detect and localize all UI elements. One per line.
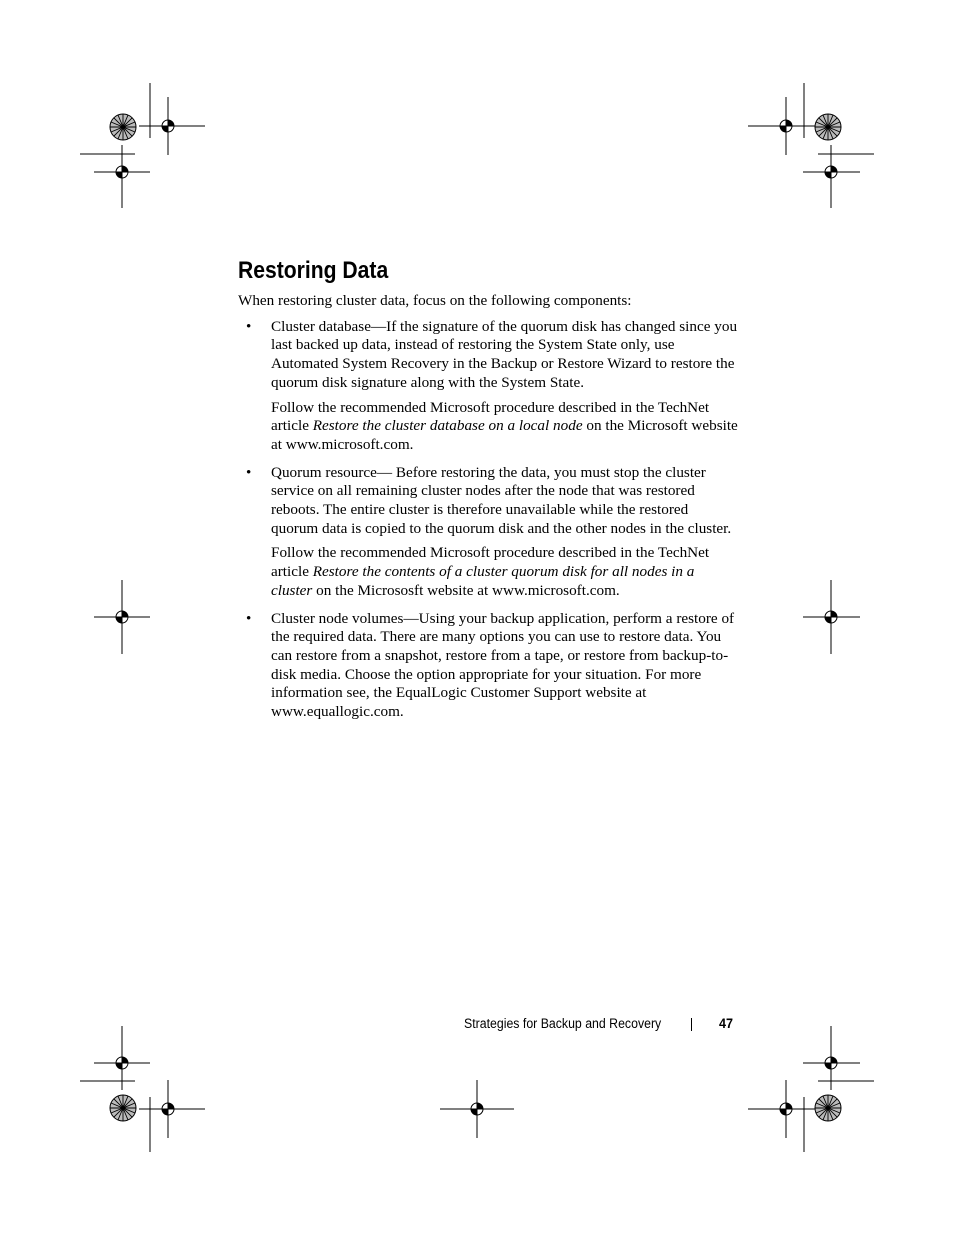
bullet-followup [271,544,738,600]
bullet-text: Quorum resource— Before restoring the data, you must stop the cluster service on all remaining cluster nodes after the node that was restored reboots. The entire cluster is therefore unavailable while the restored quorum data is copied to the quorum disk and the other nodes in the cluster. [271,463,732,537]
intro-paragraph: When restoring cluster data, focus on the following components: [238,292,632,309]
followup-text: on the Micrososft website at [312,581,493,599]
bottom-left-crop-mark [80,1026,205,1152]
middle-right-crop-mark [803,580,860,654]
bottom-right-crop-mark [748,1026,874,1152]
middle-left-crop-mark [94,580,150,654]
footer-section-title: Strategies for Backup and Recovery [464,1016,662,1031]
bullet-text [271,610,738,722]
bullet-icon: • [246,609,252,627]
top-right-crop-mark [748,83,874,208]
article-title: Restore the cluster database on a local node [312,417,583,435]
followup-text: on the Microsoft website at [271,417,738,453]
body-content [238,292,738,722]
page-number: 47 [719,1015,734,1031]
website-link[interactable]: www.equallogic.com [271,703,400,721]
top-left-crop-mark [80,83,205,208]
punctuation: . [409,435,414,453]
punctuation: . [399,703,404,721]
followup-text: Follow the recommended Microsoft procedure described in the TechNet article [271,398,710,435]
bottom-center-crop-mark [440,1080,514,1138]
website-link[interactable]: www.microsoft.com [285,435,410,453]
followup-text: Follow the recommended Microsoft procedure described in the TechNet article [271,544,710,581]
bullet-cluster-node-volumes [238,610,738,722]
footer-divider [691,1018,692,1031]
bullet-cluster-database [238,318,738,455]
punctuation: . [615,581,620,599]
article-title: Restore the contents of a cluster quorum disk for all nodes in a cluster [271,563,695,599]
bullet-text: Cluster database—If the signature of the quorum disk has changed since you last backed up data, instead of restoring the System State only, use Automated System Recovery in the Backup or Restore Wizard to restore the quorum disk signature along with the System State. [271,317,738,391]
website-link[interactable]: www.microsoft.com [492,581,616,599]
bullet-lead-text: Cluster node volumes—Using your backup application, perform a restore of the required data. There are many options you can use to restore data. You can restore from a snapshot, restore from a tape, or restore from backup-to-disk media. Choose the option appropriate for your situation. For more information see, the EqualLogic Customer Support website at [271,609,735,702]
bullet-icon: • [246,317,252,335]
bullet-followup [271,399,738,455]
bullet-icon: • [246,463,252,481]
bullet-quorum-resource [238,464,738,601]
section-heading: Restoring Data [238,257,389,284]
